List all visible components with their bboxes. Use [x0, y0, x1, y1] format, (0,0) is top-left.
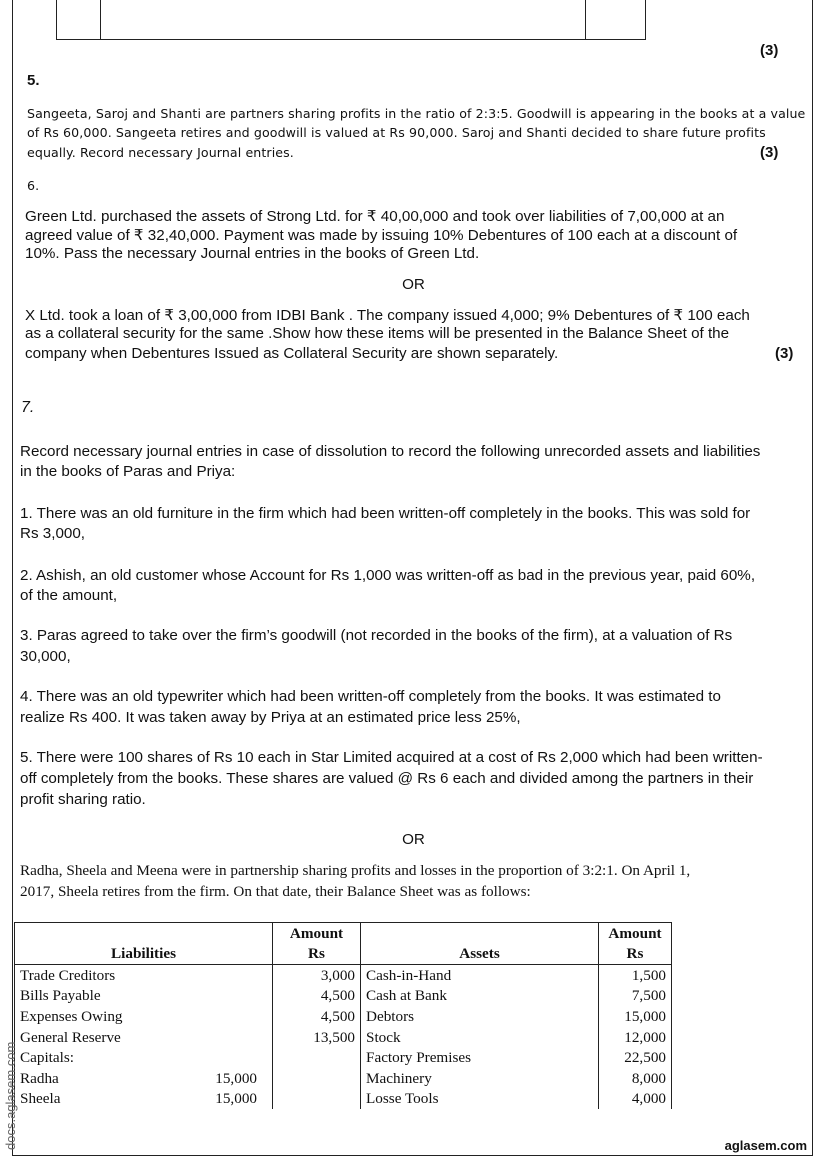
asset-label: Machinery: [361, 1068, 599, 1089]
liability-amount: 13,500: [273, 1027, 361, 1048]
q5-line-1: Sangeeta, Saroj and Shanti are partners sharing profits in the ratio of 2:3:5. Goodwill is appearing in the books at a value: [27, 106, 806, 121]
liability-amount: 3,000: [273, 965, 361, 986]
table-row: [15, 1089, 672, 1110]
liability-label: General Reserve: [20, 1028, 121, 1046]
asset-amount: 12,000: [599, 1027, 672, 1048]
footer-site-label: aglasem.com: [724, 1138, 807, 1153]
q6-alt-line-2: as a collateral security for the same .Show how these items will be presented in the Balance Sheet of the: [25, 325, 730, 342]
table-row: [15, 1027, 672, 1048]
q7-item-3-line-1: 3. Paras agreed to take over the firm’s goodwill (not recorded in the books of the firm), at a valuation of Rs: [20, 627, 733, 644]
q7-item-1-line-1: 1. There was an old furniture in the firm which had been written-off completely in the books. This was sold for: [20, 505, 751, 522]
asset-amount: 22,500: [599, 1048, 672, 1069]
q7-intro-2: in the books of Paras and Priya:: [20, 463, 236, 480]
q7-item-2-line-1: 2. Ashish, an old customer whose Account for Rs 1,000 was written-off as bad in the previous year, paid 60%,: [20, 567, 756, 584]
asset-label: Debtors: [361, 1006, 599, 1027]
asset-amount-header: Amount: [599, 923, 672, 944]
q7-item-5-line-2: off completely from the books. These shares are valued @ Rs 6 each and divided among the partners in their: [20, 770, 754, 787]
liabilities-header: Liabilities: [15, 944, 273, 965]
table-header-row-1: [15, 923, 672, 944]
q4-marks: (3): [760, 42, 779, 59]
asset-amount: 15,000: [599, 1006, 672, 1027]
asset-label: Losse Tools: [361, 1089, 599, 1110]
liability-label: Radha: [20, 1069, 59, 1087]
q6-number: 6.: [27, 178, 40, 193]
q7-alt-line-2: 2017, Sheela retires from the firm. On that date, their Balance Sheet was as follows:: [20, 883, 531, 900]
q7-number: 7.: [21, 399, 35, 416]
liability-amount: [273, 1089, 361, 1110]
q7-item-4-line-1: 4. There was an old typewriter which had been written-off completely from the books. It was estimated to: [20, 688, 721, 705]
liability-amount: [273, 1068, 361, 1089]
q6-alt-line-3: company when Debentures Issued as Collateral Security are shown separately.: [25, 345, 559, 362]
asset-label: Cash-in-Hand: [361, 965, 599, 986]
q7-alt-line-1: Radha, Sheela and Meena were in partnership sharing profits and losses in the proportion of 3:2:1. On April 1,: [20, 862, 691, 879]
liability-amount: 4,500: [273, 986, 361, 1007]
q5-marks: (3): [760, 144, 779, 161]
liab-amount-header: Amount: [273, 923, 361, 944]
q5-line-3: equally. Record necessary Journal entries.: [27, 145, 294, 160]
table-row: [15, 1048, 672, 1069]
liability-label: Capitals:: [20, 1049, 74, 1067]
q7-item-3-line-2: 30,000,: [20, 648, 71, 665]
side-watermark: docs.aglasem.com: [3, 1041, 18, 1150]
q7-item-2-line-2: of the amount,: [20, 587, 118, 604]
q5-number: 5.: [27, 72, 40, 89]
asset-amount-unit: Rs: [599, 944, 672, 965]
q5-line-2: of Rs 60,000. Sangeeta retires and goodwill is valued at Rs 90,000. Saroj and Shanti decided to share future profits: [27, 125, 766, 140]
asset-amount: 8,000: [599, 1068, 672, 1089]
capital-sub-amount: 15,000: [215, 1090, 257, 1108]
q6-or: OR: [402, 276, 425, 293]
table-header-row-2: [15, 944, 672, 965]
table-row: [15, 1068, 672, 1089]
q6-line-2: agreed value of ₹ 32,40,000. Payment was made by issuing 10% Debentures of 100 each at a discount of: [25, 227, 738, 244]
liability-label: Bills Payable: [20, 987, 101, 1005]
liability-amount: 4,500: [273, 1006, 361, 1027]
q7-item-1-line-2: Rs 3,000,: [20, 525, 86, 542]
table-row: [15, 965, 672, 986]
q6-marks: (3): [775, 345, 794, 362]
balance-sheet-table: [14, 922, 672, 1109]
q7-or: OR: [402, 831, 425, 848]
liability-label: Trade Creditors: [20, 966, 116, 984]
q7-intro-1: Record necessary journal entries in case of dissolution to record the following unrecorded assets and liabilities: [20, 443, 761, 460]
liab-amount-unit: Rs: [273, 944, 361, 965]
q7-item-5-line-1: 5. There were 100 shares of Rs 10 each in Star Limited acquired at a cost of Rs 2,000 which had been written-: [20, 749, 763, 766]
table-row: [15, 986, 672, 1007]
asset-label: Stock: [361, 1027, 599, 1048]
asset-amount: 1,500: [599, 965, 672, 986]
liability-label: Sheela: [20, 1090, 61, 1108]
previous-table-fragment: [56, 0, 646, 41]
q6-alt-line-1: X Ltd. took a loan of ₹ 3,00,000 from IDBI Bank . The company issued 4,000; 9% Debentures of ₹ 100 each: [25, 307, 750, 324]
q6-line-1: Green Ltd. purchased the assets of Strong Ltd. for ₹ 40,00,000 and took over liabilities of 7,00,000 at an: [25, 208, 725, 225]
assets-header: Assets: [361, 944, 599, 965]
asset-amount: 4,000: [599, 1089, 672, 1110]
asset-label: Factory Premises: [361, 1048, 599, 1069]
asset-label: Cash at Bank: [361, 986, 599, 1007]
capital-sub-amount: 15,000: [215, 1069, 257, 1087]
asset-amount: 7,500: [599, 986, 672, 1007]
q7-item-4-line-2: realize Rs 400. It was taken away by Priya at an estimated price less 25%,: [20, 709, 521, 726]
liability-amount: [273, 1048, 361, 1069]
liability-label: Expenses Owing: [20, 1007, 123, 1025]
q6-line-3: 10%. Pass the necessary Journal entries in the books of Green Ltd.: [25, 245, 480, 262]
q7-item-5-line-3: profit sharing ratio.: [20, 791, 146, 808]
table-row: [15, 1006, 672, 1027]
